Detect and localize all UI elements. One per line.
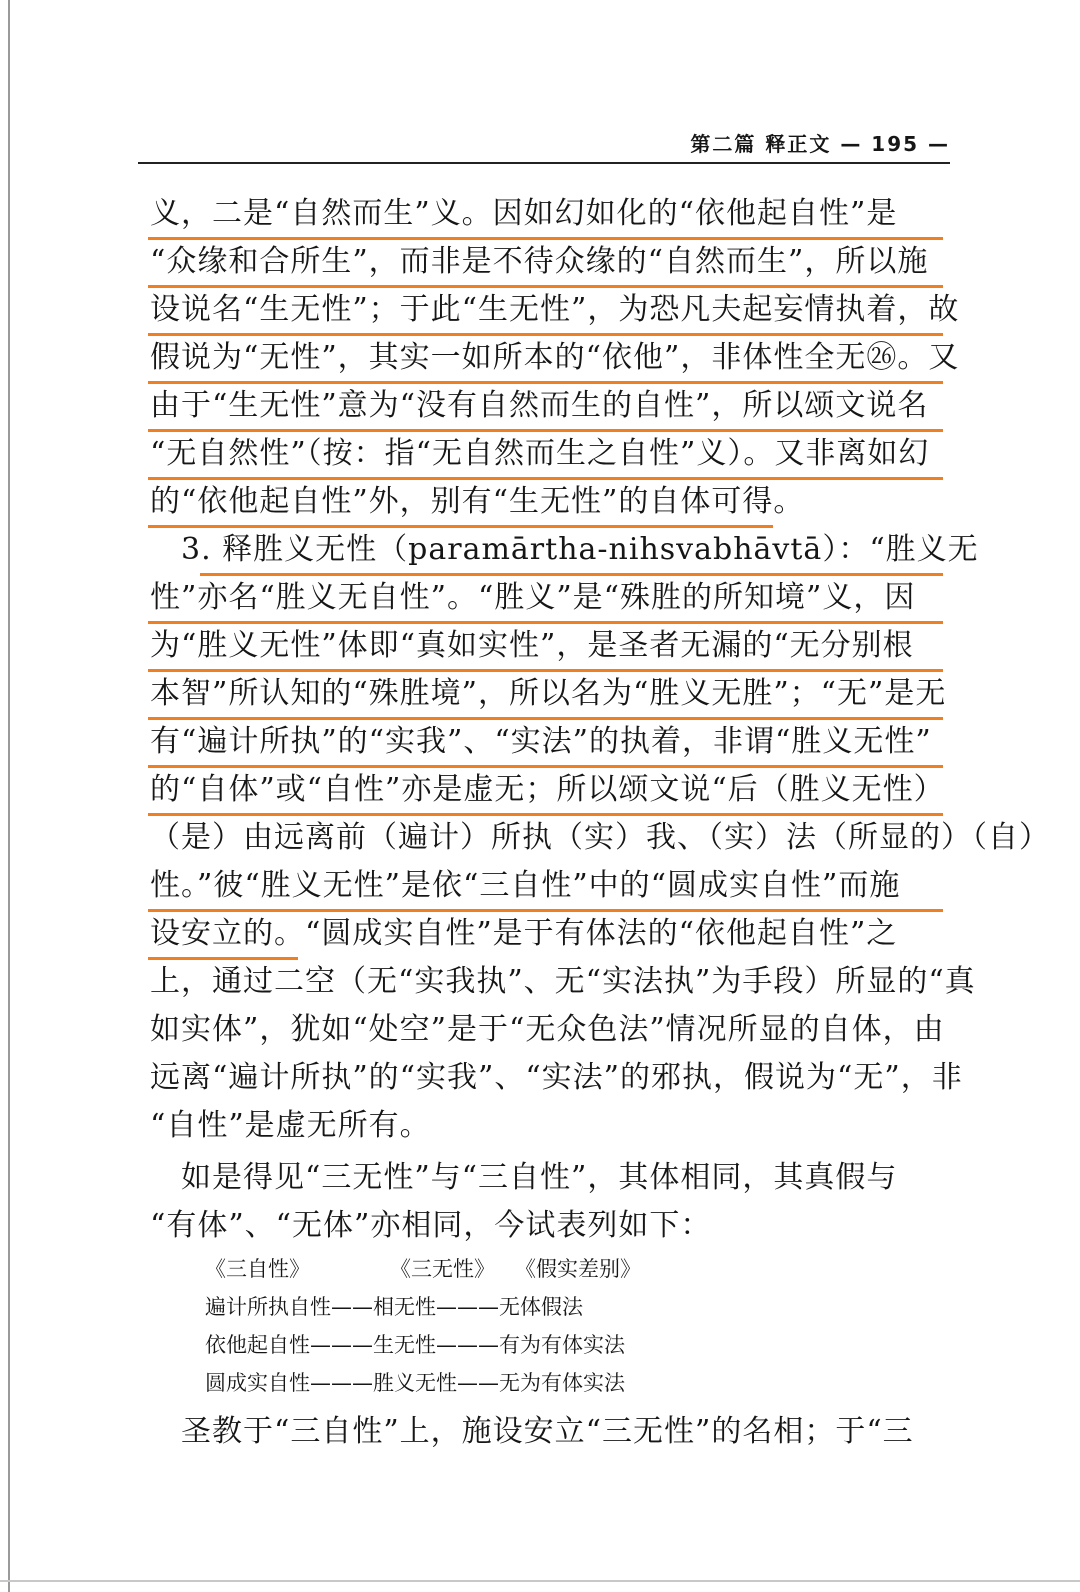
- page-header: 第二篇 释正文 — 195 —: [690, 132, 950, 156]
- table-row: 依他起自性———生无性———有为有体实法: [205, 1333, 625, 1357]
- body-line: 的“自体”或“自性”亦是虚无；所以颂文说“后（胜义无性）: [150, 772, 945, 807]
- highlight-underline: [148, 525, 773, 528]
- table-row: 圆成实自性———胜义无性——无为有体实法: [205, 1371, 625, 1395]
- highlight-underline: [148, 621, 943, 624]
- highlight-underline: [148, 237, 943, 240]
- page-edge-left: [8, 0, 10, 1592]
- body-line: 有“遍计所执”的“实我”、“实法”的执着，非谓“胜义无性”: [150, 724, 932, 759]
- highlight-underline: [148, 909, 943, 912]
- highlight-underline: [148, 429, 943, 432]
- highlight-underline: [148, 285, 943, 288]
- table-row: 遍计所执自性——相无性———无体假法: [205, 1295, 583, 1319]
- highlight-underline: [200, 573, 943, 576]
- highlight-underline: [148, 957, 298, 960]
- table-header-cell: 《三无性》: [390, 1257, 495, 1281]
- body-line: 上，通过二空（无“实我执”、无“实法执”为手段）所显的“真: [150, 964, 976, 999]
- header-rule: [138, 162, 950, 164]
- table-header: [205, 1254, 905, 1284]
- highlight-underline: [148, 381, 943, 384]
- body-line: 义，二是“自然而生”义。因如幻如化的“依他起自性”是: [150, 196, 898, 231]
- body-line: 如实体”，犹如“处空”是于“无众色法”情况所显的自体，由: [150, 1012, 945, 1047]
- body-line: 假说为“无性”，其实一如所本的“依他”，非体性全无㉖。又: [150, 340, 960, 375]
- highlight-underline: [148, 333, 943, 336]
- body-line: 设安立的。“圆成实自性”是于有体法的“依他起自性”之: [150, 916, 898, 951]
- body-line: 设说名“生无性”；于此“生无性”，为恐凡夫起妄情执着，故: [150, 292, 960, 327]
- body-line: 性”亦名“胜义无自性”。“胜义”是“殊胜的所知境”义，因: [150, 580, 916, 615]
- body-line: “无自然性”（按：指“无自然而生之自性”义）。又非离如幻: [150, 436, 930, 471]
- body-line: 由于“生无性”意为“没有自然而生的自性”，所以颂文说名: [150, 388, 929, 423]
- body-line: “众缘和合所生”，而非是不待众缘的“自然而生”，所以施: [150, 244, 929, 279]
- body-line: 性。”彼“胜义无性”是依“三自性”中的“圆成实自性”而施: [150, 868, 901, 903]
- highlight-underline: [148, 669, 943, 672]
- highlight-underline: [148, 717, 943, 720]
- highlight-underline: [148, 813, 943, 816]
- body-line: 如是得见“三无性”与“三自性”，其体相同，其真假与: [150, 1160, 898, 1195]
- body-line: 3. 释胜义无性（paramārtha-nihsvabhāvtā）：“胜义无: [150, 532, 979, 567]
- body-line: 远离“遍计所执”的“实我”、“实法”的邪执，假说为“无”，非: [150, 1060, 963, 1095]
- body-line: 本智”所认知的“殊胜境”，所以名为“胜义无胜”；“无”是无: [150, 676, 947, 711]
- highlight-underline: [148, 765, 943, 768]
- page-edge-bottom: [0, 1580, 1080, 1582]
- body-line: 为“胜义无性”体即“真如实性”，是圣者无漏的“无分别根: [150, 628, 914, 663]
- body-line: （是）由远离前（遍计）所执（实）我、（实）法（所显的）（自）: [150, 820, 1050, 855]
- table-header-cell: 《假实差别》: [515, 1257, 641, 1281]
- body-line: “自性”是虚无所有。: [150, 1108, 431, 1143]
- table-header-cell: 《三自性》: [205, 1257, 310, 1281]
- body-line: 的“依他起自性”外，别有“生无性”的自体可得。: [150, 484, 805, 519]
- body-line: “有体”、“无体”亦相同，今试表列如下：: [150, 1208, 712, 1243]
- body-line: 圣教于“三自性”上，施设安立“三无性”的名相；于“三: [150, 1414, 914, 1449]
- highlight-underline: [148, 477, 943, 480]
